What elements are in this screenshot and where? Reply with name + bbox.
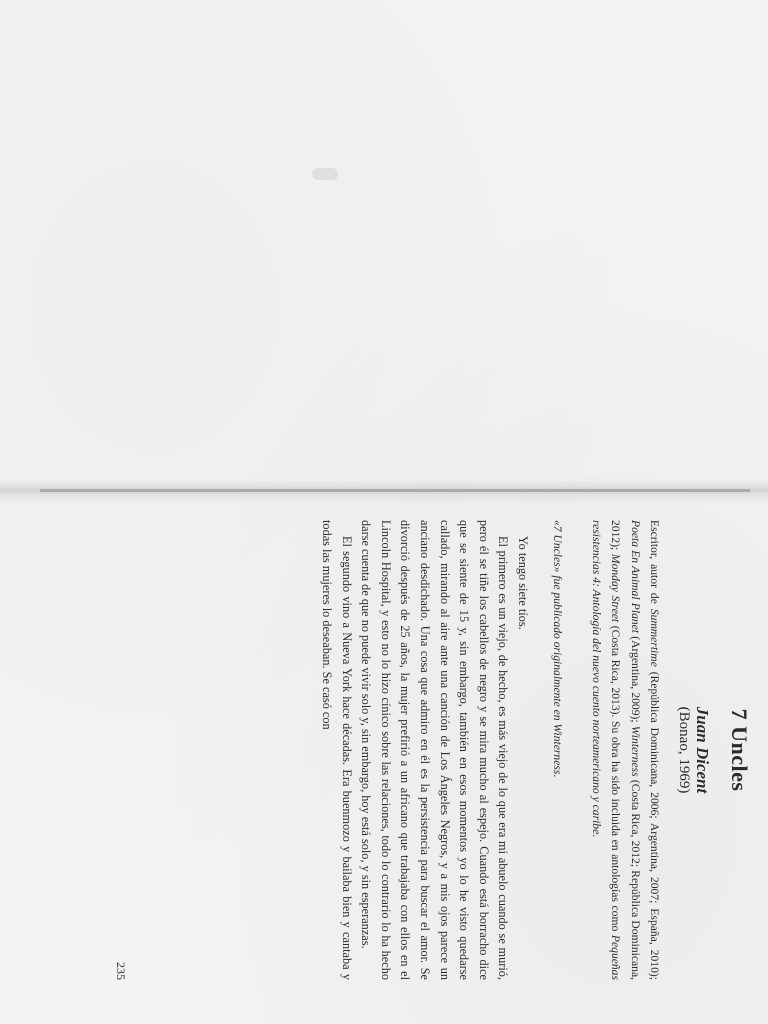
note-end: . [551,774,564,778]
bio-work-4: Monday Street [609,553,623,623]
bio-work-2: Poeta En Animal Planet [628,520,642,634]
note-text: «7 Uncles» fue publicado originalmente en [551,520,564,724]
bio-work-1: Summertime [648,608,661,667]
bio-work-5: Pequeñas resistencias 4: Antología del nuevo cuento norteamericano y caribe [589,520,623,980]
rotated-book-page [96,520,756,980]
bio-text-5: (Costa Rica, 2013). Su obra ha sido incluida en antologías como [609,622,623,935]
bio-text-6: . [589,834,603,838]
author-origin: (Bonao, 1969) [676,706,692,794]
scan-smudge [312,168,338,180]
publication-note [548,520,566,980]
bio-text-2: (República Dominicana, 2006; Argentina, 2007; España, 2010); [648,666,661,980]
bio-text-3: (Argentina, 2009); [628,633,642,726]
note-work: Winterness [551,723,564,775]
author-name: Juan Dicent [693,706,712,794]
bio-text-4: (Costa Rica, 2012; República Dominicana, 2012); [609,520,642,980]
story-body [316,520,532,980]
page-number: 235 [114,962,128,980]
story-paragraph-1: Yo tengo siete tíos. [516,536,530,630]
bio-text-1: Escritor, autor de [648,520,661,609]
book-fold-line [40,489,750,492]
story-paragraph-2: El primero es un viejo, de hecho, es más viejo de lo que era mi abuelo cuando se murió, pero él se tiñe los cabellos de negro y se mira mucho al espejo. Cuando está borracho dice que se siente de 15 y, sin embargo, también en esos momentos yo lo he visto quedarse callado, mirando al aire ante una canción de Los Ángeles Negros, y a mis ojos parece un anciano desdichado. Una cosa que admiro en él es la persistencia para buscar el amor. Se divorció después de 25 años, la mujer prefirió a un africano que trabajaba con ellos en el Lincoln Hospital, y esto no lo hizo cínico sobre las relaciones, todo lo contrario lo ha hecho darse cuenta de que no puede vivir solo y, sin embargo, hoy está solo, y sin esperanzas. [359,520,511,980]
author-bio [586,520,664,980]
bio-work-3: Winterness [628,725,642,777]
page-content [96,520,756,980]
story-paragraph-3: El segundo vino a Nueva York hace décadas. Era buenmozo y bailaba bien y cantaba y todas las mujeres lo deseaban. Se casó con [320,520,354,980]
chapter-title: 7 Uncles [727,708,752,792]
